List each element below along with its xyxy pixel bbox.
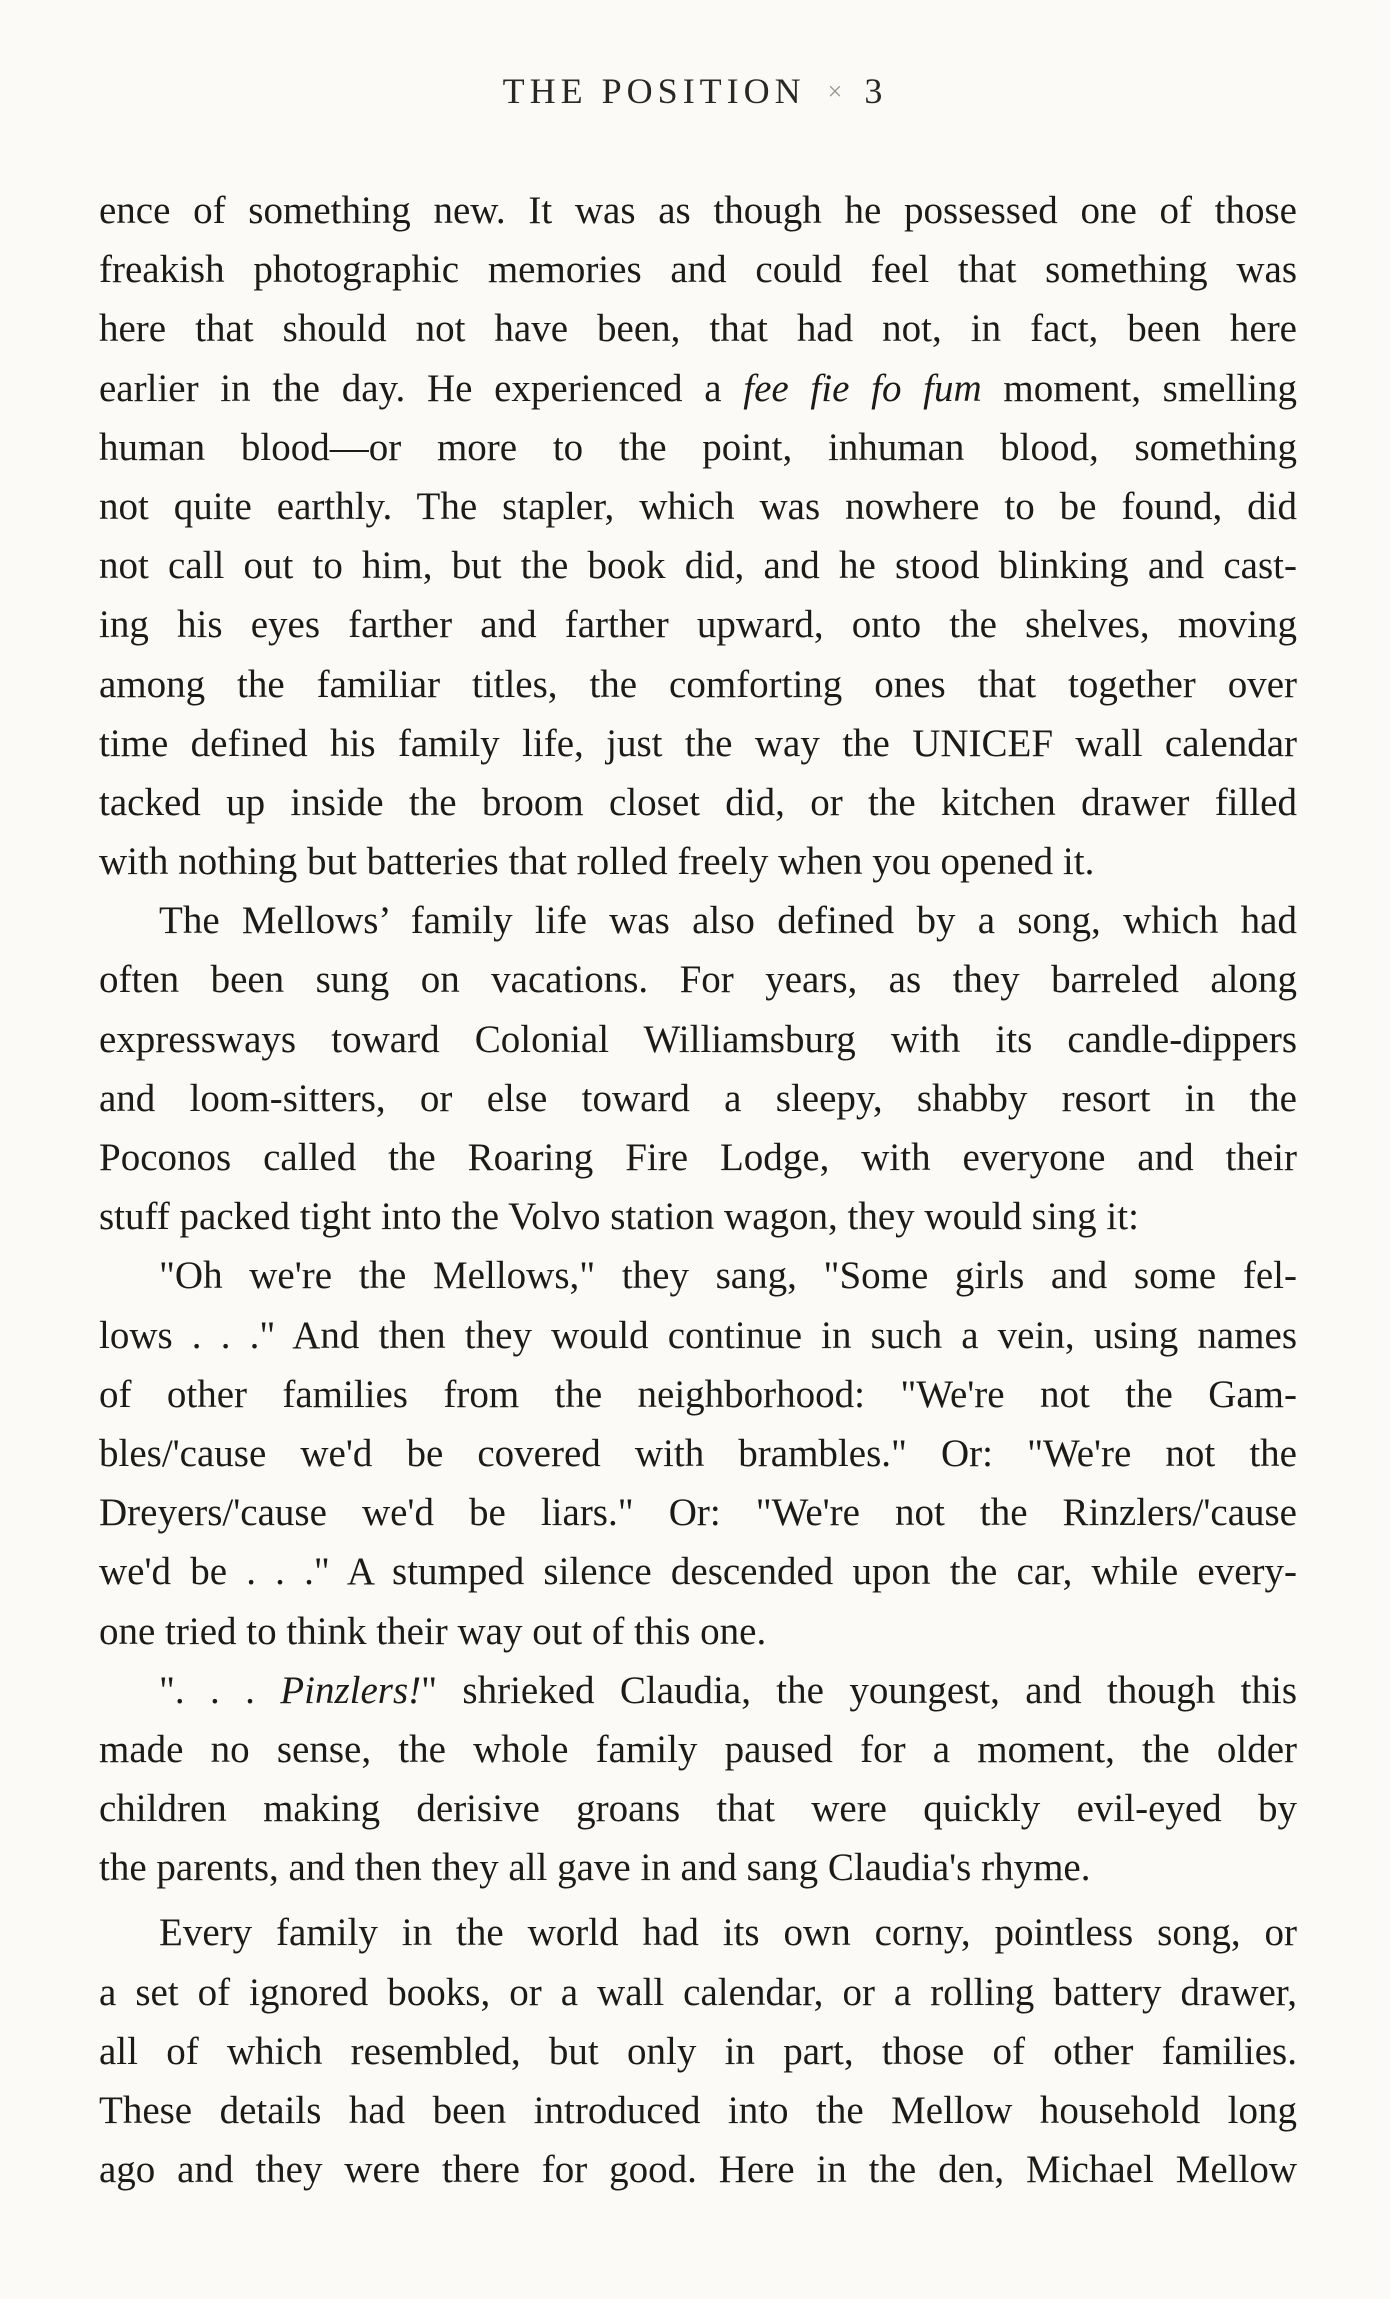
running-title: THE POSITION [502, 71, 806, 111]
body-text [99, 181, 1297, 2199]
text-span: ing his eyes farther and farther upward, onto the shelves, moving [99, 603, 1297, 647]
text-span: a set of ignored books, or a wall calendar, or a rolling battery drawer, [99, 1970, 1297, 2014]
text-span: one tried to think their way out of this one. [99, 1609, 767, 1653]
text-span: freakish photographic memories and could feel that something was [99, 248, 1297, 292]
text-line [99, 418, 1297, 477]
text-line [99, 1010, 1297, 1069]
text-line [99, 773, 1297, 832]
text-line [99, 1720, 1297, 1779]
text-span: bles/'cause we'd be covered with brambles." Or: "We're not the [99, 1431, 1297, 1475]
text-span: moment, smelling [981, 366, 1297, 410]
text-line [99, 1779, 1297, 1838]
text-span: among the familiar titles, the comforting ones that together over [99, 662, 1297, 706]
text-line [99, 359, 1297, 418]
text-span: tacked up inside the broom closet did, or the kitchen drawer filled [99, 780, 1297, 824]
text-line [99, 1187, 1297, 1246]
text-span: earlier in the day. He experienced a [99, 366, 744, 410]
text-line [99, 1246, 1297, 1305]
text-line [99, 655, 1297, 714]
text-span: with nothing but batteries that rolled freely when you opened it. [99, 840, 1095, 884]
text-span: These details had been introduced into the Mellow household long [99, 2089, 1297, 2132]
text-span: and loom-sitters, or else toward a sleepy, shabby resort in the [99, 1076, 1297, 1120]
text-line [99, 1963, 1297, 2022]
italic-text: Pinzlers! [280, 1668, 422, 1712]
text-span: we'd be . . ." A stumped silence descended upon the car, while every- [99, 1550, 1297, 1594]
text-line [99, 1602, 1297, 1661]
text-span: the parents, and then they all gave in and sang Claudia's rhyme. [99, 1846, 1091, 1890]
text-line [99, 1424, 1297, 1483]
text-span: stuff packed tight into the Volvo station wagon, they would sing it: [99, 1195, 1139, 1239]
text-line [99, 1903, 1297, 1962]
running-head [0, 70, 1390, 112]
text-span: not call out to him, but the book did, and he stood blinking and cast- [99, 544, 1297, 588]
text-line [99, 477, 1297, 536]
text-line [99, 240, 1297, 299]
text-span: ". . . [159, 1668, 281, 1712]
text-span: made no sense, the whole family paused for a moment, the older [99, 1727, 1297, 1771]
text-line [99, 1483, 1297, 1542]
text-span: "Oh we're the Mellows," they sang, "Some girls and some fel- [159, 1254, 1297, 1298]
header-separator: × [827, 77, 843, 106]
text-span: Dreyers/'cause we'd be liars." Or: "We're not the Rinzlers/'cause [99, 1491, 1297, 1535]
text-line [99, 1128, 1297, 1187]
text-span: human blood—or more to the point, inhuman blood, something [99, 425, 1297, 469]
text-line [99, 2081, 1297, 2140]
text-line [99, 832, 1297, 891]
text-span: ago and they were there for good. Here in the den, Michael Mellow [99, 2148, 1297, 2192]
text-line [99, 1838, 1297, 1897]
text-span: The Mellows’ family life was also defined by a song, which had [159, 899, 1297, 943]
text-line [99, 1365, 1297, 1424]
text-line [99, 1306, 1297, 1365]
text-span: here that should not have been, that had not, in fact, been here [99, 307, 1297, 351]
text-line [99, 714, 1297, 773]
text-line [99, 1542, 1297, 1601]
text-span: often been sung on vacations. For years, as they barreled along [99, 958, 1297, 1002]
text-line [99, 950, 1297, 1009]
text-span: all of which resembled, but only in part, those of other families. [99, 2029, 1297, 2073]
text-span: Every family in the world had its own corny, pointless song, or [159, 1911, 1297, 1955]
text-line [99, 181, 1297, 240]
text-span: time defined his family life, just the way the UNICEF wall calendar [99, 721, 1297, 765]
text-span: ence of something new. It was as though he possessed one of those [99, 189, 1297, 232]
text-span: " shrieked Claudia, the youngest, and though this [421, 1668, 1297, 1712]
text-line [99, 536, 1297, 595]
text-span: Poconos called the Roaring Fire Lodge, with everyone and their [99, 1136, 1297, 1179]
italic-text: fee fie fo fum [743, 366, 982, 410]
text-span: children making derisive groans that were quickly evil-eyed by [99, 1787, 1297, 1831]
text-line [99, 1069, 1297, 1128]
text-line [99, 2022, 1297, 2081]
text-span: expressways toward Colonial Williamsburg with its candle-dippers [99, 1017, 1297, 1061]
text-span: of other families from the neighborhood: "We're not the Gam- [99, 1372, 1297, 1416]
text-line [99, 595, 1297, 654]
text-line [99, 2140, 1297, 2199]
text-span: lows . . ." And then they would continue in such a vein, using names [99, 1313, 1297, 1357]
page-number: 3 [864, 71, 888, 111]
text-line [99, 1661, 1297, 1720]
text-span: not quite earthly. The stapler, which was nowhere to be found, did [99, 484, 1297, 528]
text-line [99, 891, 1297, 950]
text-line [99, 299, 1297, 358]
